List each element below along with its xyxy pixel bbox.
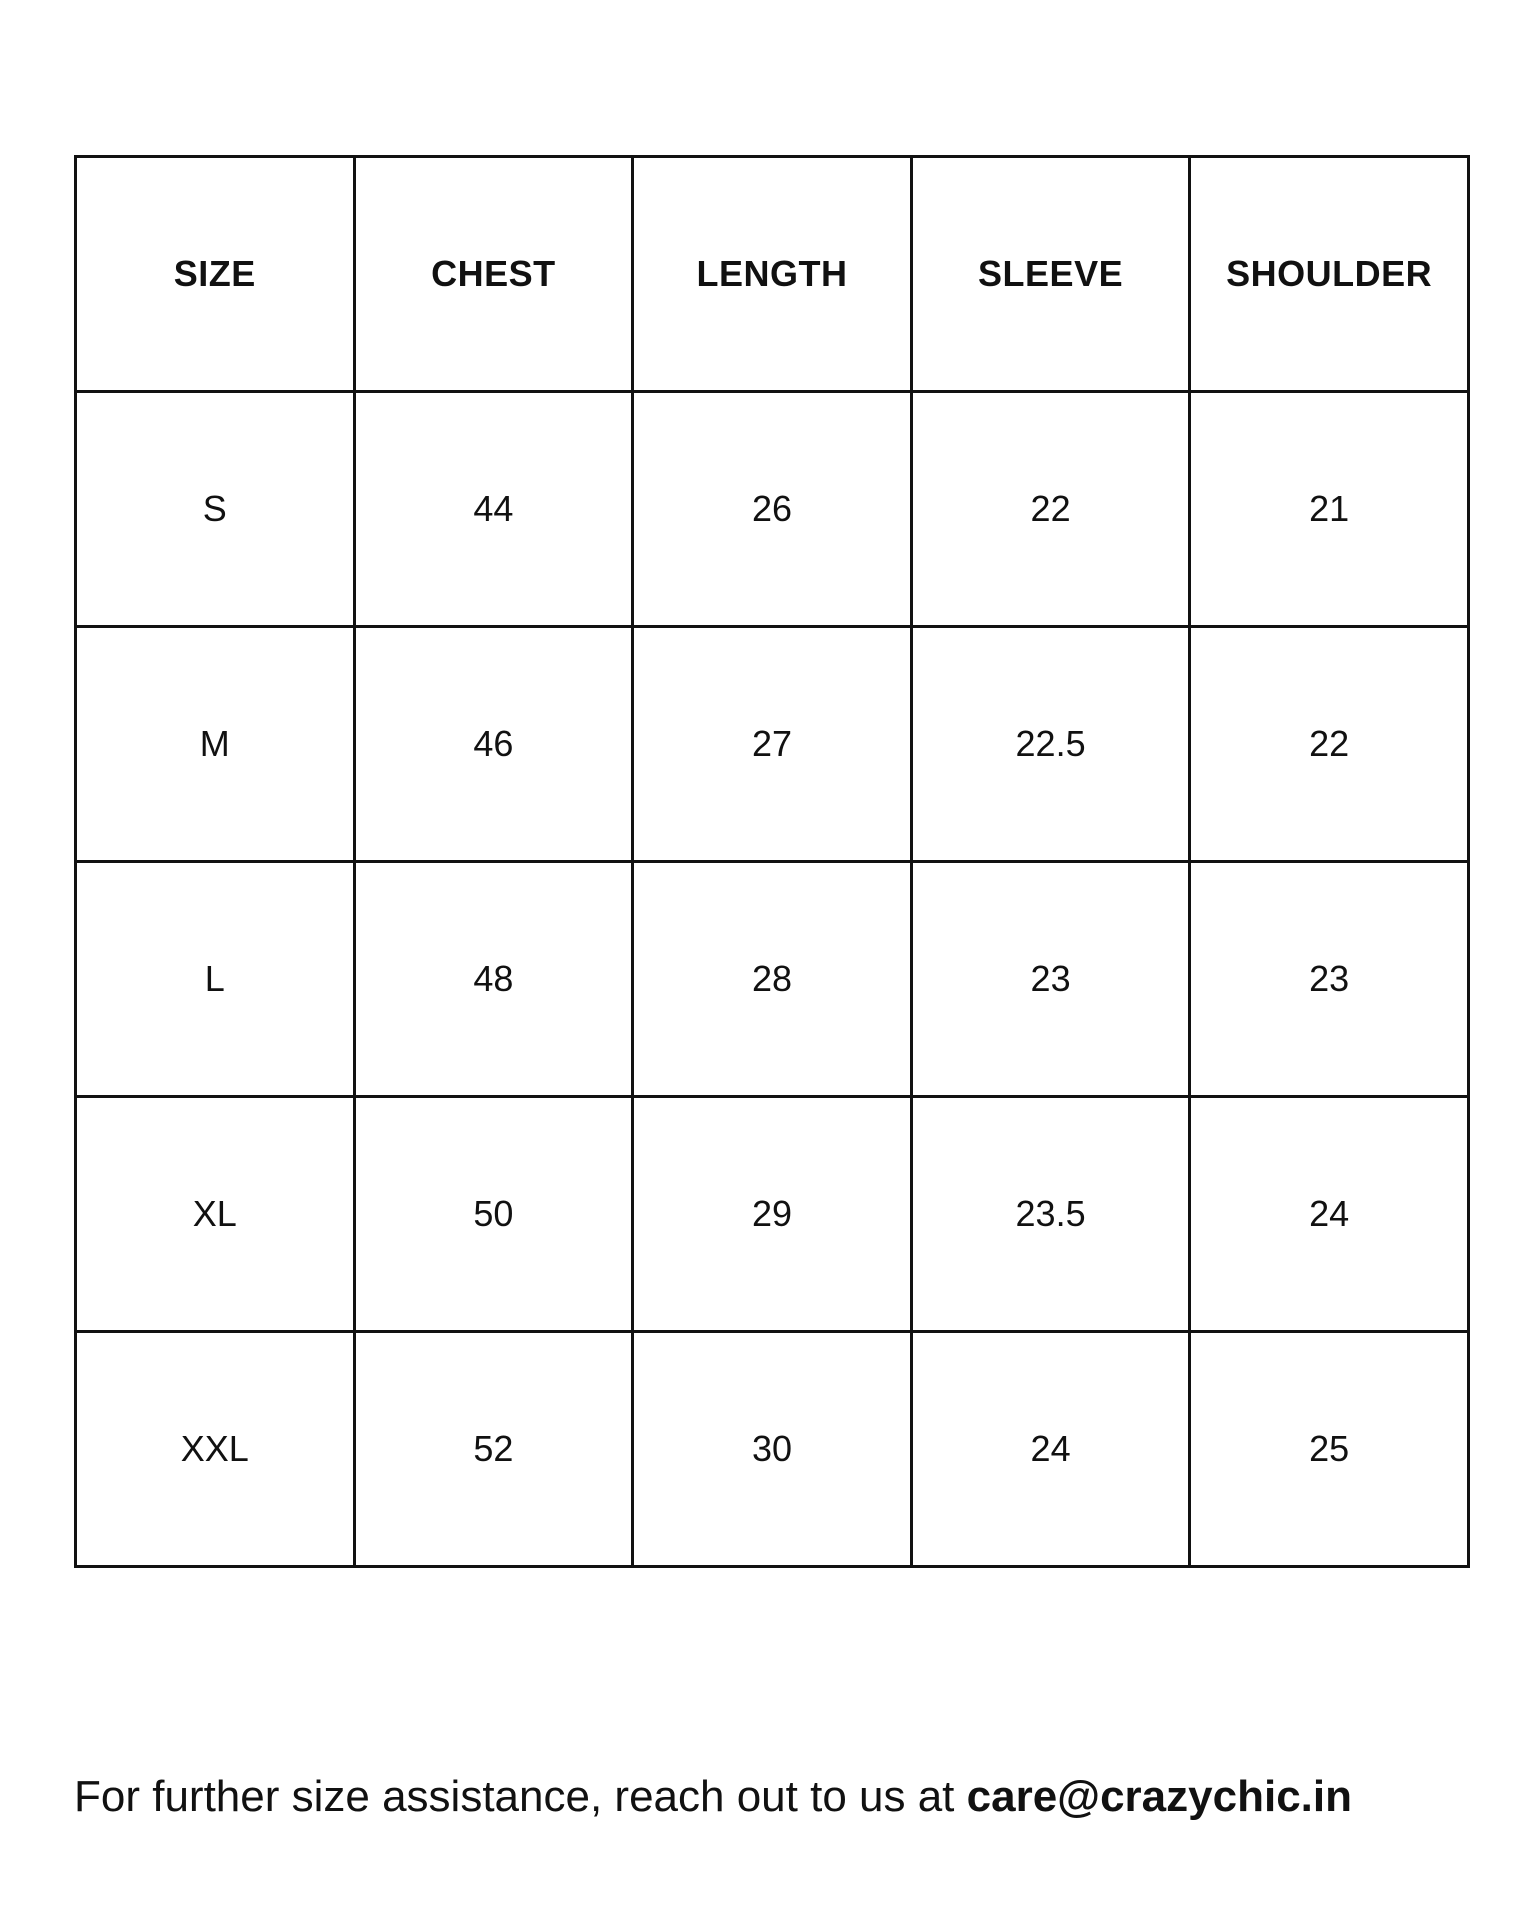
table-row <box>76 1097 1469 1332</box>
cell-size: L <box>76 862 355 1097</box>
cell-sleeve: 24 <box>911 1332 1190 1567</box>
header-sleeve: SLEEVE <box>911 157 1190 392</box>
support-email: care@crazychic.in <box>966 1772 1352 1821</box>
table-header-row <box>76 157 1469 392</box>
cell-size: M <box>76 627 355 862</box>
size-chart-table <box>74 155 1470 1568</box>
cell-chest: 48 <box>354 862 633 1097</box>
cell-size: XL <box>76 1097 355 1332</box>
cell-shoulder: 24 <box>1190 1097 1469 1332</box>
cell-chest: 46 <box>354 627 633 862</box>
cell-shoulder: 21 <box>1190 392 1469 627</box>
cell-length: 28 <box>633 862 912 1097</box>
table-row <box>76 627 1469 862</box>
cell-size: XXL <box>76 1332 355 1567</box>
cell-length: 27 <box>633 627 912 862</box>
header-length: LENGTH <box>633 157 912 392</box>
table-row <box>76 862 1469 1097</box>
cell-length: 29 <box>633 1097 912 1332</box>
size-assistance-note <box>74 1772 1470 1822</box>
cell-chest: 50 <box>354 1097 633 1332</box>
header-shoulder: SHOULDER <box>1190 157 1469 392</box>
cell-shoulder: 22 <box>1190 627 1469 862</box>
cell-sleeve: 23 <box>911 862 1190 1097</box>
cell-chest: 52 <box>354 1332 633 1567</box>
header-size: SIZE <box>76 157 355 392</box>
assistance-text: For further size assistance, reach out to us at <box>74 1772 967 1821</box>
cell-sleeve: 22 <box>911 392 1190 627</box>
header-chest: CHEST <box>354 157 633 392</box>
cell-length: 26 <box>633 392 912 627</box>
cell-length: 30 <box>633 1332 912 1567</box>
table-row <box>76 1332 1469 1567</box>
cell-size: S <box>76 392 355 627</box>
cell-sleeve: 23.5 <box>911 1097 1190 1332</box>
cell-shoulder: 25 <box>1190 1332 1469 1567</box>
cell-sleeve: 22.5 <box>911 627 1190 862</box>
table-row <box>76 392 1469 627</box>
cell-shoulder: 23 <box>1190 862 1469 1097</box>
cell-chest: 44 <box>354 392 633 627</box>
